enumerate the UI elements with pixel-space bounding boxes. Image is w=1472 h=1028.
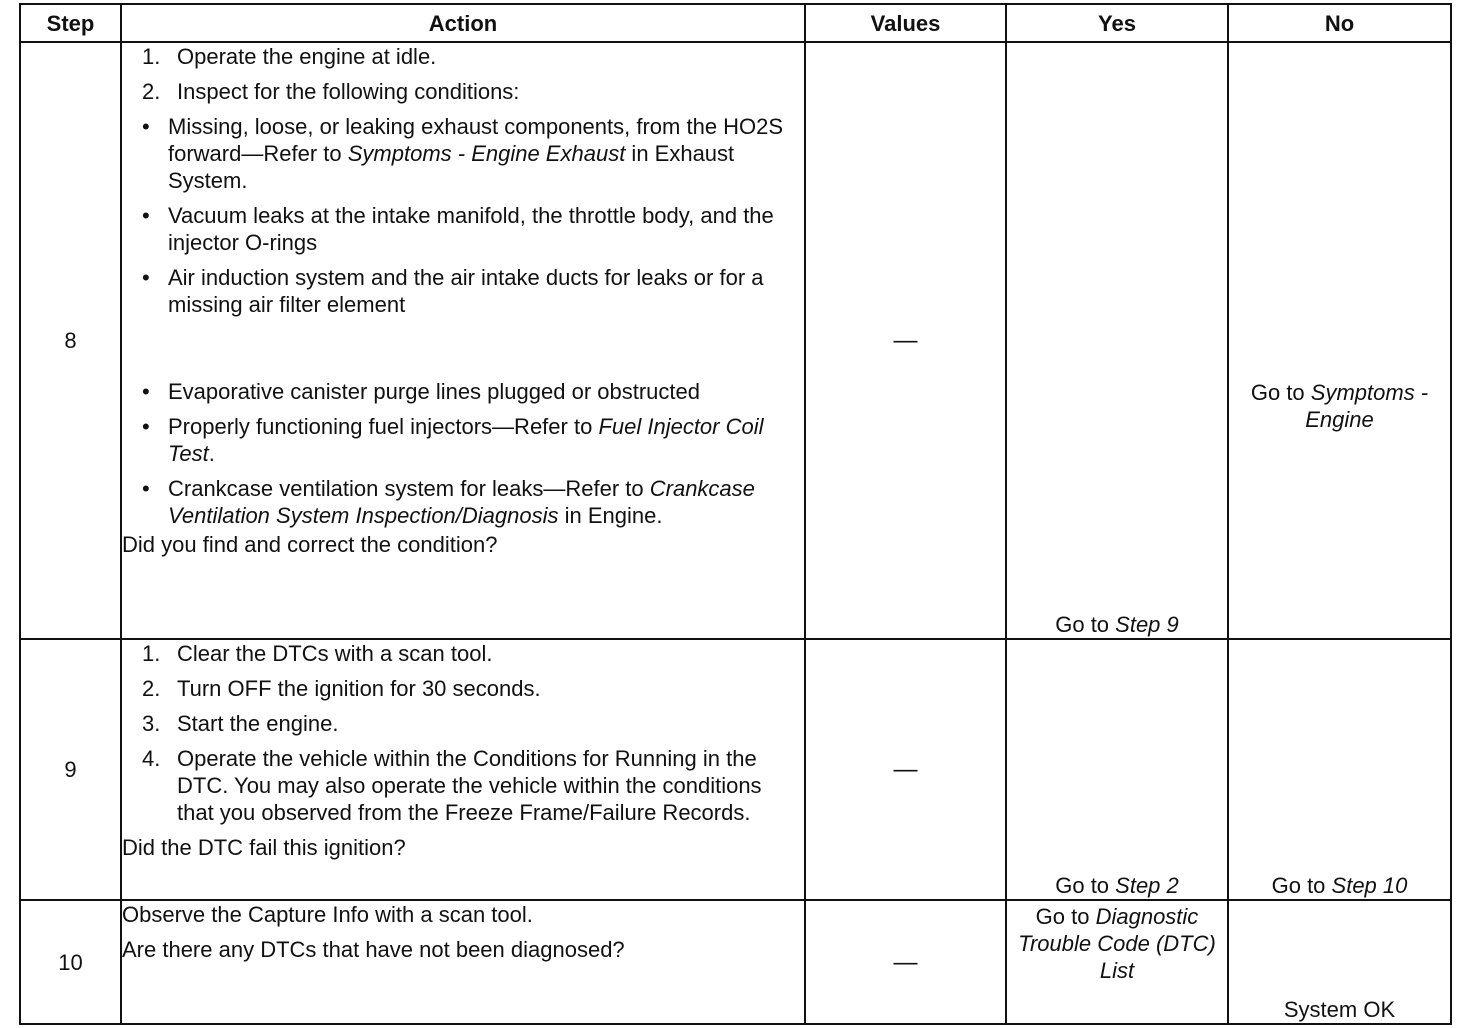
bullet-text: Properly functioning fuel injectors—Refer to Fuel Injector Coil Test. (168, 414, 764, 466)
step-number: 9 (20, 639, 121, 900)
bullet-icon: • (142, 265, 150, 290)
item-text: Operate the engine at idle. (177, 44, 437, 69)
yes-cell (1006, 900, 1228, 1024)
yes-link-text: Go to Diagnostic Trouble Code (DTC) List (1018, 904, 1216, 983)
item-number: 1. (142, 641, 161, 666)
action-cell (121, 639, 805, 900)
item-number: 2. (142, 79, 161, 104)
numbered-item (142, 78, 804, 105)
numbered-item (142, 43, 804, 70)
question-text: Did you find and correct the condition? (122, 532, 498, 557)
bullet-item (142, 378, 804, 405)
bullet-text: Evaporative canister purge lines plugged or obstructed (168, 379, 700, 404)
no-link-text: Go to Step 10 (1271, 873, 1408, 898)
bullet-text: Vacuum leaks at the intake manifold, the throttle body, and the injector O-rings (168, 203, 774, 255)
item-text: Inspect for the following conditions: (177, 79, 520, 104)
spacer (122, 326, 804, 378)
item-text: Clear the DTCs with a scan tool. (177, 641, 493, 666)
values-cell: — (805, 900, 1006, 1024)
question-text: Are there any DTCs that have not been diagnosed? (122, 937, 625, 962)
yes-cell (1006, 42, 1228, 639)
table-row-step-10 (20, 900, 1451, 1024)
header-values: Values (805, 4, 1006, 42)
header-step: Step (20, 4, 121, 42)
bullet-icon: • (142, 379, 150, 404)
item-text: Turn OFF the ignition for 30 seconds. (177, 676, 541, 701)
bullet-icon: • (142, 414, 150, 439)
bullet-text: Air induction system and the air intake ducts for leaks or for a missing air filter element (168, 265, 764, 317)
yes-link-text: Go to Step 9 (1055, 612, 1179, 637)
numbered-item (142, 675, 804, 702)
step-number: 10 (20, 900, 121, 1024)
action-cell (121, 900, 805, 1024)
item-number: 2. (142, 676, 161, 701)
step-number: 8 (20, 42, 121, 639)
bullet-icon: • (142, 476, 150, 501)
item-number: 3. (142, 711, 161, 736)
header-action: Action (121, 4, 805, 42)
bullet-item (142, 113, 804, 194)
table-row-step-9 (20, 639, 1451, 900)
action-line: Observe the Capture Info with a scan tool. (122, 902, 533, 927)
yes-cell (1006, 639, 1228, 900)
no-link-text: Go to Symptoms - Engine (1250, 379, 1429, 432)
bullet-item (142, 475, 804, 529)
table-row-step-8 (20, 42, 1451, 639)
bullet-item (142, 202, 804, 256)
no-cell (1228, 639, 1451, 900)
numbered-item (142, 745, 804, 826)
header-no: No (1228, 4, 1451, 42)
action-cell (121, 42, 805, 639)
numbered-item (142, 640, 804, 667)
item-number: 1. (142, 44, 161, 69)
no-text: System OK (1283, 997, 1396, 1022)
no-cell (1228, 42, 1451, 639)
numbered-item (142, 710, 804, 737)
item-text: Operate the vehicle within the Conditions for Running in the DTC. You may also operate the vehicle within the conditions that you observed from the Freeze Frame/Failure Records. (177, 746, 762, 825)
bullet-item (142, 413, 804, 467)
item-text: Start the engine. (177, 711, 339, 736)
diagnostic-table (19, 3, 1452, 1025)
values-cell: — (805, 639, 1006, 900)
header-row (20, 4, 1451, 42)
bullet-text: Crankcase ventilation system for leaks—Refer to Crankcase Ventilation System Inspection/Diagnosis in Engine. (168, 476, 755, 528)
question-text: Did the DTC fail this ignition? (122, 835, 406, 860)
item-number: 4. (142, 746, 161, 771)
bullet-item (142, 264, 804, 318)
bullet-icon: • (142, 114, 150, 139)
yes-link-text: Go to Step 2 (1055, 873, 1179, 898)
bullet-icon: • (142, 203, 150, 228)
header-yes: Yes (1006, 4, 1228, 42)
values-cell: — (805, 42, 1006, 639)
no-cell (1228, 900, 1451, 1024)
bullet-text: Missing, loose, or leaking exhaust components, from the HO2S forward—Refer to Symptoms - Engine Exhaust in Exhaust System. (168, 114, 784, 193)
